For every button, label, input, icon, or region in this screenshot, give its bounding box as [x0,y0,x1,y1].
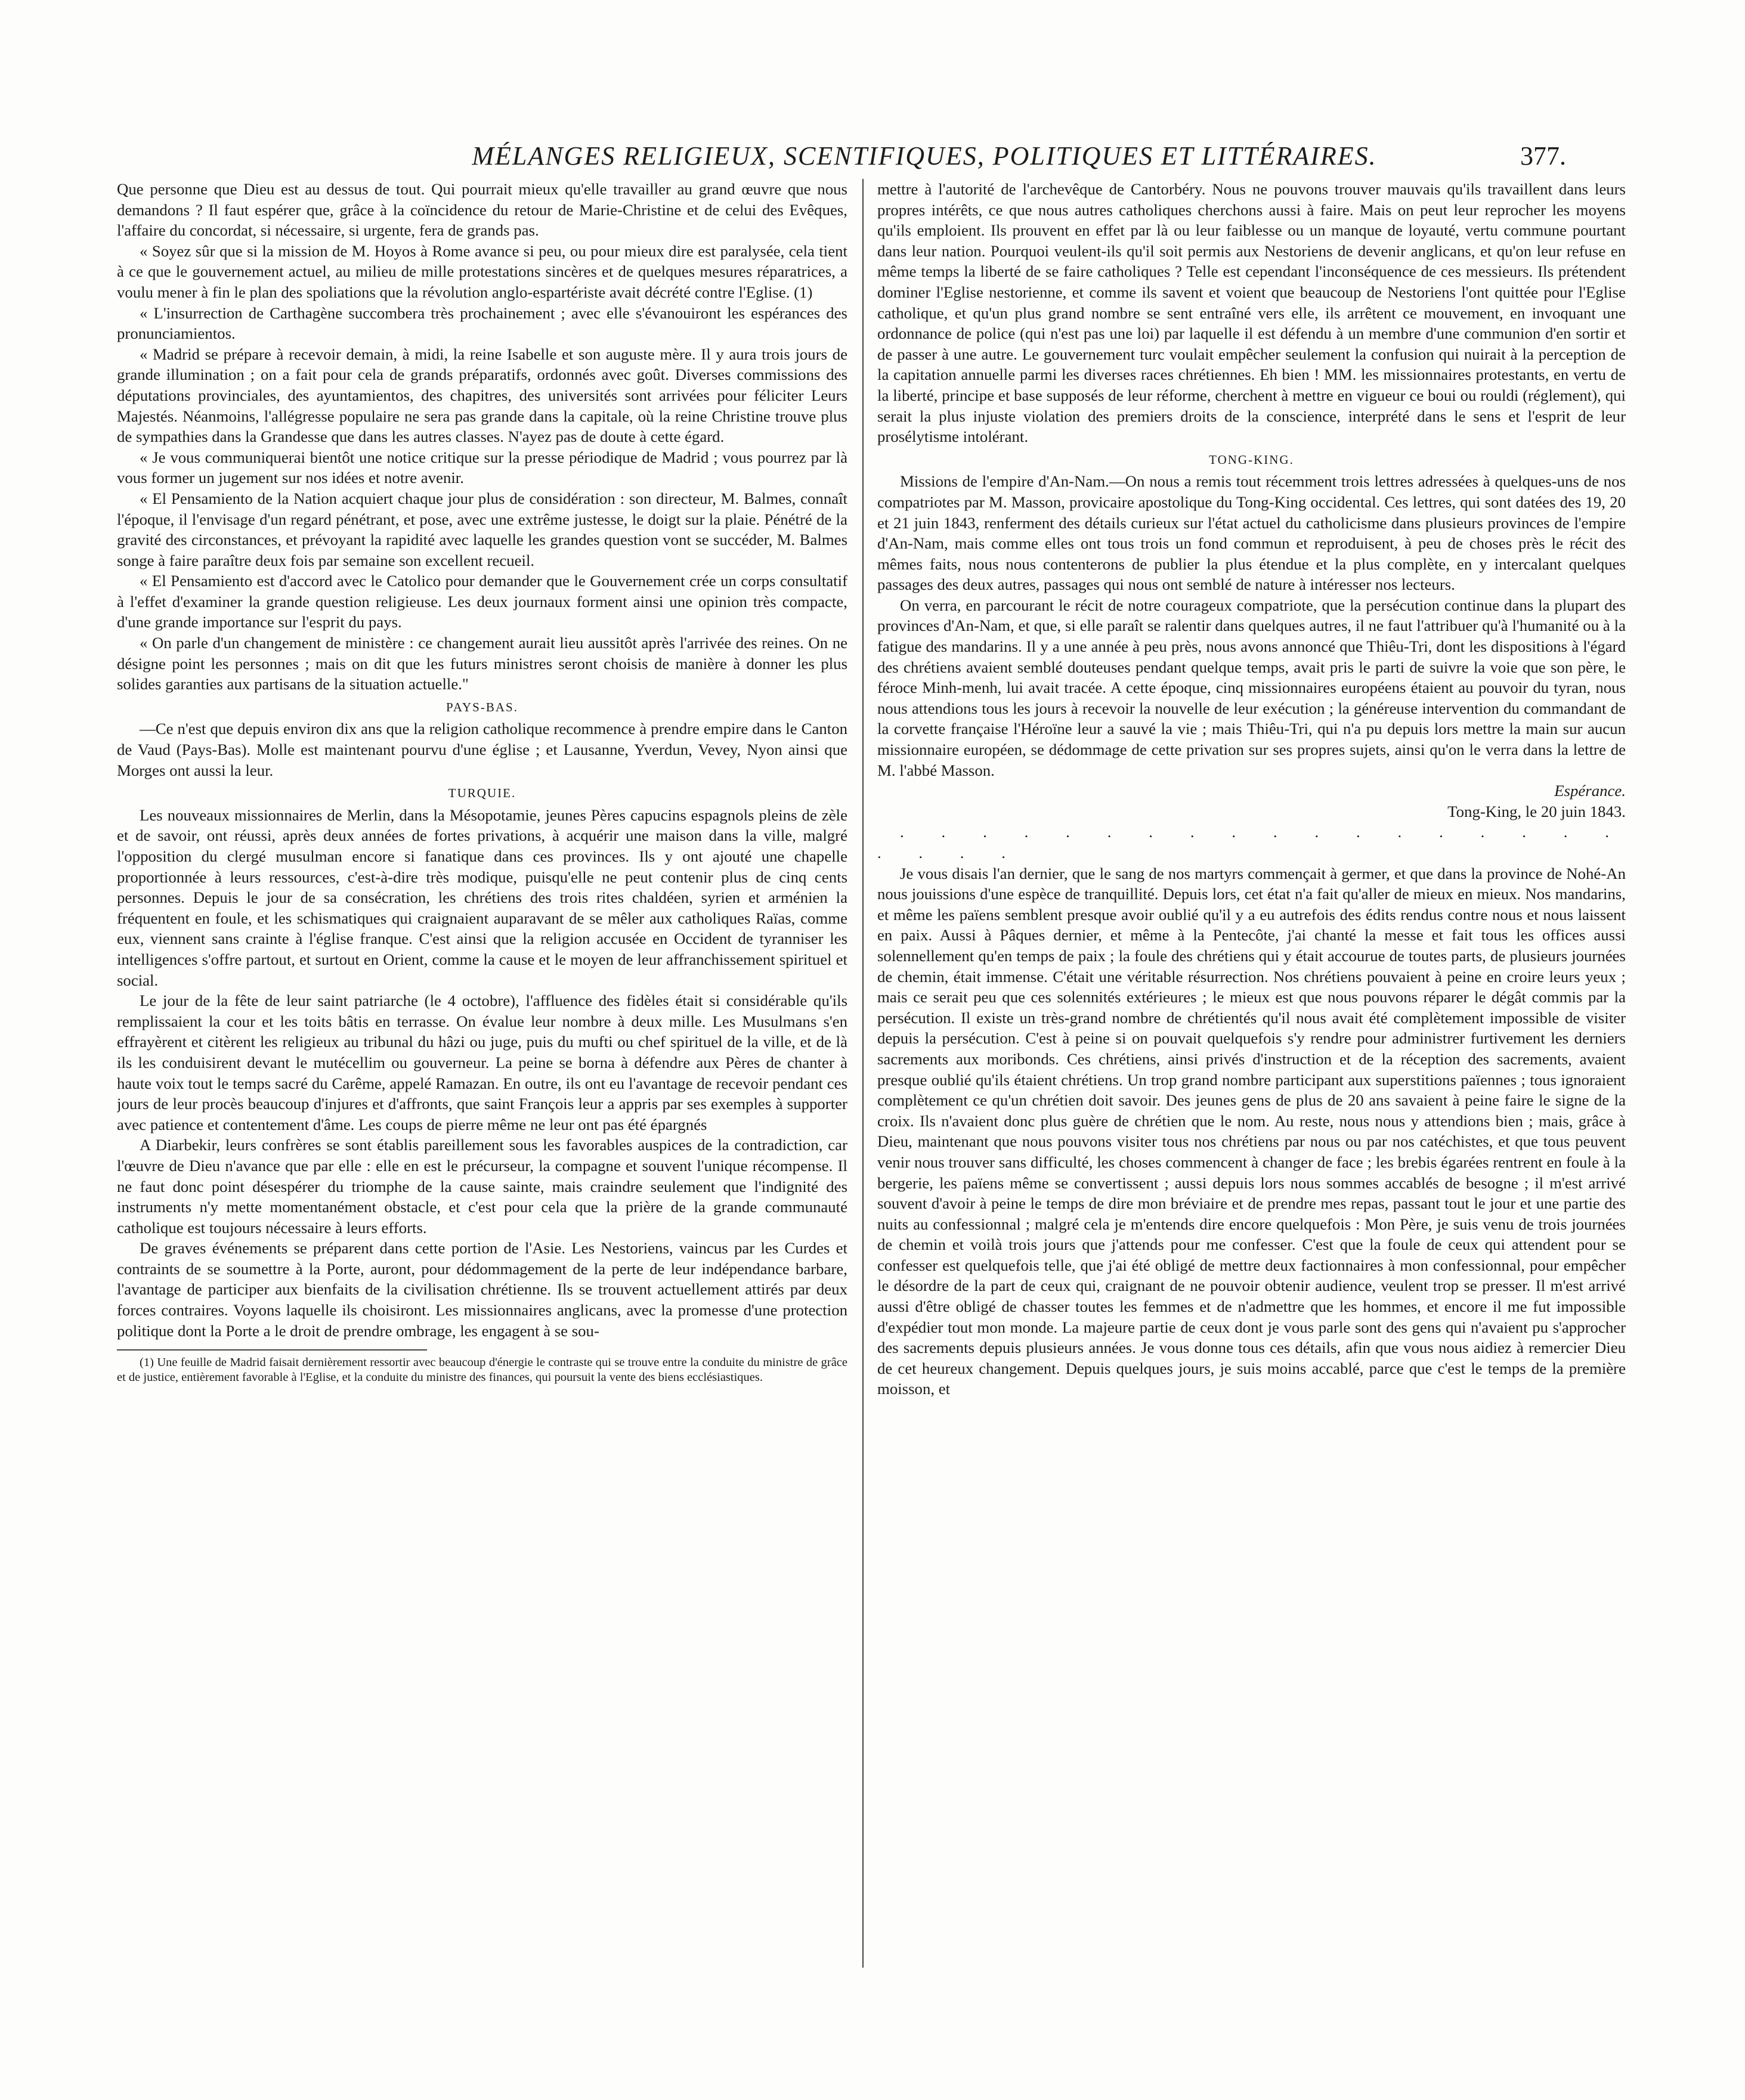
paragraph: mettre à l'autorité de l'archevêque de Cantorbéry. Nous ne pouvons trouver mauvais qu'ils travaillent dans leurs propres intérêts, ce que nous autres catholiques cherchons aussi à faire. Mais on peut leur reprocher les moyens qu'ils emploient. Ils prouvent en effet par là ou leur faiblesse ou un manque de loyauté, vertu commune pourtant dans leur nation. Pourquoi veulent-ils qu'il soit permis aux Nestoriens de devenir anglicans, et qu'on leur refuse en même temps la liberté de se faire catholiques ? Telle est cependant l'inconséquence de ces messieurs. Ils prétendent dominer l'Eglise nestorienne, et comme ils savent et voient que beaucoup de Nestoriens l'ont quittée pour l'Eglise catholique, et qu'un plus grand nombre se sent entraîné vers elle, ils arrêtent ce mouvement, en invoquant une ordonnance de police (qui n'est pas une loi) par laquelle il est défendu à un membre d'une communion d'en sortir et de passer à une autre. Le gouvernement turc voulait empêcher seulement la confusion qui nuirait à la perception de la capitation annuelle parmi les diverses races chrétiennes. Eh bien ! MM. les missionnaires protestants, en vertu de la liberté, principe et base supposés de leur réforme, cherchent à mettre en vigueur ce boui ou rouldi (réglement), qui serait la plus injuste violation des premiers droits de la conscience, interprété dans le sens et l'esprit de leur prosélytisme intolérant. [877,180,1626,446]
paragraph: « Je vous communiquerai bientôt une notice critique sur la presse périodique de Madrid ; vous pourrez par là vous former un jugement sur nos idées et notre avenir. [117,448,847,487]
dateline: Tong-King, le 20 juin 1843. [1447,802,1626,820]
paragraph: —Ce n'est que depuis environ dix ans que la religion catholique recommence à prendre empire dans le Canton de Vaud (Pays-Bas). Molle est maintenant pourvu d'une église ; et Lausanne, Yverdun, Vevey, Nyon ainsi que Morges ont aussi la leur. [117,720,847,779]
paragraph: Missions de l'empire d'An-Nam.—On nous a remis tout récemment trois lettres adressées à quelques-uns de nos compatriotes par M. Masson, provicaire apostolique du Tong-King occidental. Ces lettres, qui sont datées des 19, 20 et 21 juin 1843, renferment des détails curieux sur l'état actuel du catholicisme dans plusieurs provinces de l'empire d'An-Nam, mais comme elles ont tous trois un fond commun et reproduisent, à peu de choses près le récit des mêmes faits, nous nous contenterons de publier la plus étendue et la plus complète, en y intercalant quelques passages des deux autres, passages qui nous ont semblé de nature à intéresser nos lecteurs. [877,472,1626,594]
paragraph: On verra, en parcourant le récit de notre courageux compatriote, que la persécution continue dans la plupart des provinces d'An-Nam, et que, si elle paraît se ralentir dans quelques autres, il ne faut l'attribuer qu'à l'humanité ou à la fatigue des mandarins. Il y a une année à peu près, nous avons annoncé que Thiêu-Tri, dont les dispositions à l'égard des chrétiens avaient semblé douteuses pendant quelque temps, avait pris le parti de suivre la voie que son père, le féroce Minh-menh, lui avait tracée. A cette époque, cinq missionnaires européens étaient au pouvoir du tyran, nous nous attendions tous les jours à recevoir la nouvelle de leur exécution ; la généreuse intervention du commandant de la corvette française l'Héroïne leur a sauvé la vie ; mais Thiêu-Tri, qui n'a pu depuis lors mettre la main sur aucun missionnaire européen, se dédommage de cette privation sur ses propres sujets, ainsi qu'on le verra dans la lettre de M. l'abbé Masson. [877,596,1626,779]
paragraph: « Madrid se prépare à recevoir demain, à midi, la reine Isabelle et son auguste mère. Il y aura trois jours de grande illumination ; on a fait pour cela de grands préparatifs, ordonnés avec goût. Diverses commissions des députations provinciales, des ayuntamientos, des chapitres, des universités sont arrivées pour féliciter Leurs Majestés. Néanmoins, l'allégresse populaire ne sera pas grande dans la capitale, où la reine Christine trouve plus de sympathies dans la Grandesse que dans les autres classes. N'ayez pas de doute à cette égard. [117,345,847,446]
paragraph: De graves événements se préparent dans cette portion de l'Asie. Les Nestoriens, vaincus par les Curdes et contraints de se soumettre à la Porte, auront, pour dédommagement de la perte de leur indépendance barbare, l'avantage de participer aux bienfaits de la civilisation chrétienne. Ils se trouvent actuellement attirés par deux forces contraires. Voyons laquelle ils choisiront. Les missionnaires anglicans, avec la promesse d'une protection politique dont la Porte a le droit de prendre ombrage, les engagent à se sou- [117,1239,847,1340]
paragraph: « El Pensamiento de la Nation acquiert chaque jour plus de considération : son directeur, M. Balmes, connaît l'époque, il l'envisage d'un regard pénétrant, et pose, avec une extrême justesse, le doigt sur la plaie. Pénétré de la gravité des circonstances, et prévoyant la rapidité avec laquelle les grandes question vont se succéder, M. Balmes songe à faire paraître deux fois par semaine son excellent recueil. [117,489,847,569]
footnote: (1) Une feuille de Madrid faisait dernièrement ressortir avec beaucoup d'énergie le contraste qui se trouve entre la conduite du ministre de grâce et de justice, entièrement favorable à l'Eglise, et la conduite du ministre des finances, qui poursuit la vente des biens ecclésiastiques. [117,1356,847,1384]
footnote-rule [117,1349,427,1351]
running-head: MÉLANGES RELIGIEUX, SCENTIFIQUES, POLITIQUES ET LITTÉRAIRES. [472,141,1377,171]
right-column [877,179,1626,2022]
paragraph: Les nouveaux missionnaires de Merlin, dans la Mésopotamie, jeunes Pères capucins espagnols pleins de zèle et de savoir, ont réussi, après deux années de fortes privations, à acquérir une maison dans la ville, malgré l'opposition du clergé musulman encore si fanatique dans ces provinces. Ils y ont ajouté une chapelle proportionnée à leurs ressources, c'est-à-dire très modique, puisqu'elle ne peut contenir plus de cinq cents personnes. Depuis le jour de sa consécration, les chrétiens des trois rites chaldéen, syrien et arménien la fréquentent en foule, et les schismatiques qui craignaient auparavant de se mêler aux catholiques Raïas, comme eux, viennent sans crainte à l'église franque. C'est ainsi que la religion accusée en Occident de tyranniser les intelligences s'offre partout, et surtout en Orient, comme la cause et le moyen de leur affranchissement spirituel et social. [117,806,847,989]
section-heading-turquie: TURQUIE. [448,786,516,801]
page-number: 377. [1520,141,1566,171]
left-column [117,179,847,2022]
paragraph: A Diarbekir, leurs confrères se sont établis pareillement sous les favorables auspices de la contradiction, car l'œuvre de Dieu n'avance que par elle : elle en est le précurseur, la compagne et souvent l'unique récompense. Il ne faut donc point désespérer du triomphe de la cause sainte, mais craindre seulement que l'indignité des instruments n'y mette momentanément obstacle, et c'est pour cela que la prière de la grande communauté catholique est toujours nécessaire à leurs efforts. [117,1136,847,1237]
paragraph: Que personne que Dieu est au dessus de tout. Qui pourrait mieux qu'elle travailler au grand œuvre que nous demandons ? Il faut espérer que, grâce à la coïncidence du retour de Marie-Christine et de celui des Evêques, l'affaire du concordat, si nécessaire, si urgente, fera de grands pas. [117,180,847,240]
paragraph: Je vous disais l'an dernier, que le sang de nos martyrs commençait à germer, et que dans la province de Nohé-An nous jouissions d'une espèce de tranquillité. Depuis lors, cet état n'a fait qu'aller de mieux en mieux. Nos mandarins, et même les païens semblent presque avoir oublié qu'il y a eu autrefois des édits rendus contre nous et nous laissent en paix. Aussi à Pâques dernier, et même à la Pentecôte, j'ai chanté la messe et fait tous les offices aussi solennellement qu'en temps de paix ; la foule des chrétiens qui y était accourue de toutes parts, de plusieurs journées de chemin, était immense. C'était une véritable résurrection. Nos chrétiens pouvaient à peine en croire leurs yeux ; mais ce serait peu que ces solennités extérieures ; le mieux est que nous pouvons réparer le dégât commis par la persécution. Il existe un très-grand nombre de chrétientés qu'il nous avait été complètement impossible de visiter depuis la persécution. C'est à peine si on pouvait quelquefois s'y rendre pour administrer furtivement les derniers sacrements aux moribonds. Ces chrétiens, ainsi privés d'instruction et de la réception des sacrements, avaient presque oublié qu'ils étaient chrétiens. Un trop grand nombre participant aux superstitions païennes ; tous ignoraient complètement ce qu'un chrétien doit savoir. Des jeunes gens de plus de 20 ans savaient à peine faire le signe de la croix. Ils n'avaient donc plus guère de chrétien que le nom. Au reste, nous nous y attendions bien ; mais, grâce à Dieu, maintenant que nous pouvons visiter tous nos chrétiens par nous ou par nos catéchistes, et que tous peuvent venir nous trouver sans difficulté, les choses commencent à changer de face ; les brebis égarées rentrent en foule à la bergerie, les païens même se convertissent ; aussi depuis lors nous sommes accablés de besogne ; il m'est arrivé souvent d'avoir à peine le temps de dire mon bréviaire et de prendre mes repas, passant tout le jour et une partie des nuits au confessionnal ; malgré cela je m'entends dire encore quelquefois : Mon Père, je suis venu de trois journées de chemin et voilà trois jours que j'attends pour me confesser. C'est que la foule de ceux qui attendent pour se confesser est quelquefois telle, que j'ai été obligé de mettre deux factionnaires à mon confessionnal, pour empêcher le désordre de la part de ceux qui, craignant de ne pouvoir obtenir audience, veulent trop se presser. Il m'est arrivé aussi d'être obligé de chasser toutes les femmes et de n'admettre que les hommes, et encore il me fut impossible d'expédier tout mon monde. La majeure partie de ceux dont je vous parle sont des gens qui n'avaient pu s'approcher des sacrements depuis plusieurs années. Je vous donne tous ces détails, afin que vous nous aidiez à remercier Dieu de cet heureux changement. Depuis quelques jours, je suis moins accablé, parce que c'est le temps de la première moisson, et [877,864,1626,1398]
paragraph: « Soyez sûr que si la mission de M. Hoyos à Rome avance si peu, ou pour mieux dire est paralysée, cela tient à ce que le gouvernement actuel, au milieu de mille protestations sincères et de quelques mesures réparatrices, a voulu mener à fin le plan des spoliations que la révolution anglo-espartériste avait décrété contre l'Eglise. (1) [117,241,847,301]
section-heading-tong-king: TONG-KING. [1209,452,1294,467]
signature: Espérance. [1554,782,1626,800]
paragraph: « L'insurrection de Carthagène succombera très prochainement ; avec elle s'évanouiront les espérances des pronunciamientos. [117,303,847,343]
ellipsis-row: . . . . . . . . . . . . . . . . . . . . . . [877,823,1626,862]
paragraph: « El Pensamiento est d'accord avec le Catolico pour demander que le Gouvernement crée un corps consultatif à l'effet d'examiner la grande question religieuse. Les deux journaux forment ainsi une opinion très compacte, d'une grande importance sur l'esprit du pays. [117,572,847,631]
section-heading-pays-bas: PAYS-BAS. [446,699,518,714]
column-rule [862,179,864,1968]
paragraph: « On parle d'un changement de ministère : ce changement aurait lieu aussitôt après l'arrivée des reines. On ne désigne point les personnes ; mais on dit que les futurs ministres seront choisis de manière à donner les plus solides garanties aux partisans de la situation actuelle." [117,634,847,693]
paragraph: Le jour de la fête de leur saint patriarche (le 4 octobre), l'affluence des fidèles était si considérable qu'ils remplissaient la cour et les toits bâtis en terrasse. On évalue leur nombre à deux mille. Les Musulmans s'en effrayèrent et citèrent les religieux au tribunal du hâzi ou juge, puis du mufti ou chef spirituel de la ville, et de là ils les conduisirent devant le mutécellim ou gouverneur. La peine se borna à défendre aux Pères de chanter à haute voix tout le temps sacré du Carême, appelé Ramazan. En outre, ils ont eu l'avantage de recevoir pendant ces jours de leur procès beaucoup d'injures et d'affronts, que saint François leur a appris par ses exemples à supporter avec patience et contentement d'âme. Les coups de pierre même ne leur ont pas été épargnés [117,992,847,1133]
